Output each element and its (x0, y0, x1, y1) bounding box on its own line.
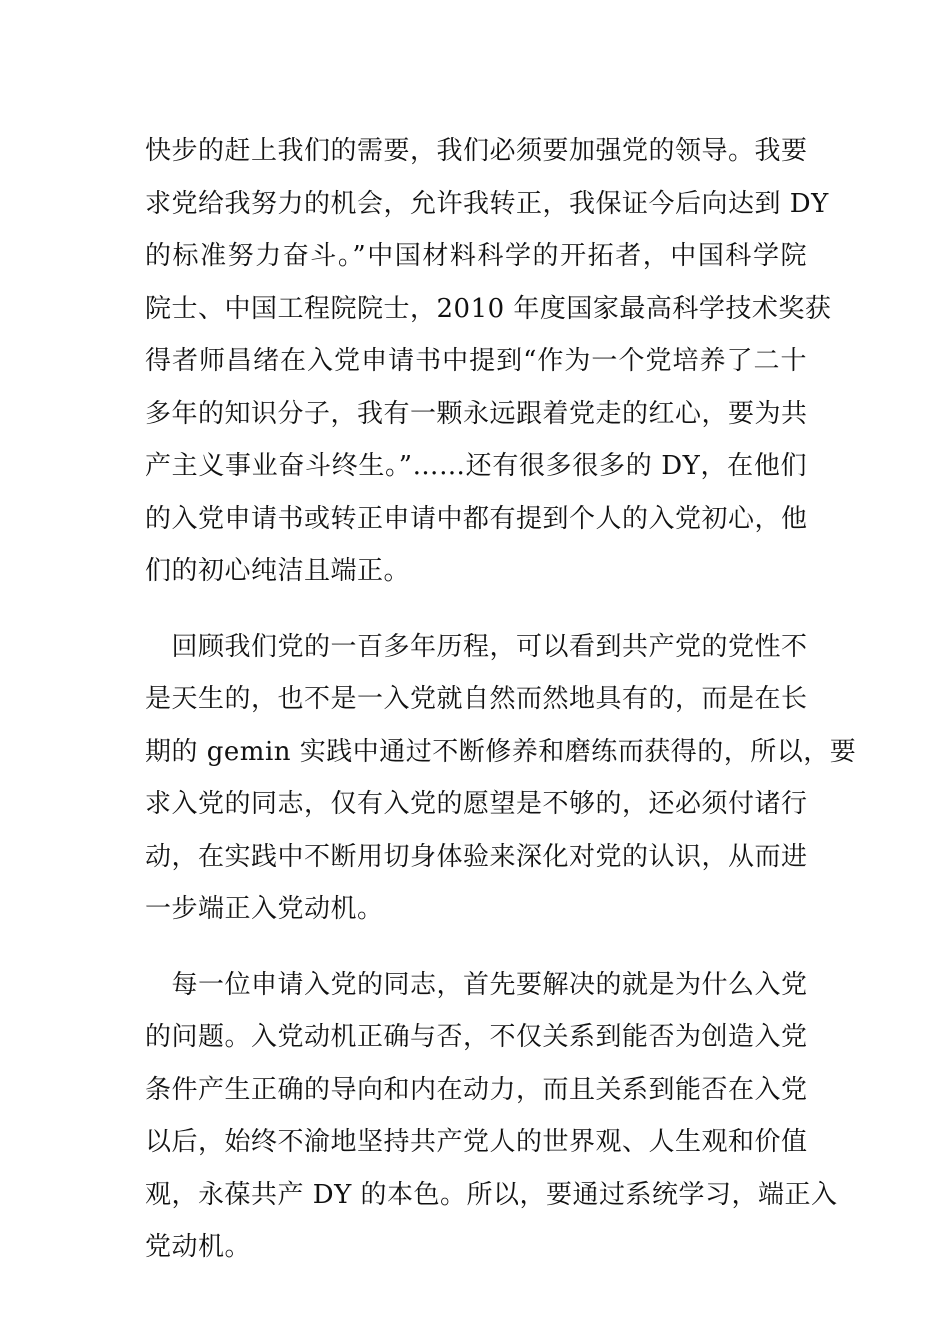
text-line: 观，永葆共产 DY 的本色。所以，要通过系统学习，端正入 (145, 1179, 838, 1210)
text-line: 多年的知识分子，我有一颗永远跟着党走的红心，要为共 (145, 398, 808, 429)
paragraph-1 (145, 125, 832, 598)
text-line: 一步端正入党动机。 (145, 894, 384, 924)
text-line: 是天生的，也不是一入党就自然而然地具有的，而是在长 (145, 684, 808, 714)
text-line: 求入党的同志，仅有入党的愿望是不够的，还必须付诸行 (145, 789, 808, 819)
text-line: 以后，始终不渝地坚持共产党人的世界观、人生观和价值 (145, 1127, 808, 1157)
text-line: 党动机。 (145, 1232, 252, 1262)
text-line: 动，在实践中不断用切身体验来深化对党的认识，从而进 (145, 841, 808, 872)
text-line: 期的 gemin 实践中通过不断修养和磨练而获得的，所以，要 (145, 736, 857, 767)
text-line: 回顾我们党的一百多年历程，可以看到共产党的党性不 (145, 631, 808, 662)
text-line: 产主义事业奋斗终生。”……还有很多很多的 DY，在他们 (145, 451, 807, 481)
text-line: 得者师昌绪在入党申请书中提到“作为一个党培养了二十 (145, 346, 807, 376)
text-line: 每一位申请入党的同志，首先要解决的就是为什么入党 (145, 969, 808, 1000)
text-line: 条件产生正确的导向和内在动力，而且关系到能否在入党 (145, 1074, 808, 1105)
text-line: 的入党申请书或转正申请中都有提到个人的入党初心，他 (145, 503, 808, 534)
paragraph-2 (145, 621, 857, 936)
text-line: 的问题。入党动机正确与否，不仅关系到能否为创造入党 (145, 1022, 808, 1052)
text-line: 的标准努力奋斗。”中国材料科学的开拓者，中国科学院 (145, 241, 807, 271)
text-line: 们的初心纯洁且端正。 (145, 556, 411, 586)
text-line: 院士、中国工程院院士，2010 年度国家最高科学技术奖获 (145, 293, 832, 324)
text-line: 快步的赶上我们的需要，我们必须要加强党的领导。我要 (145, 136, 808, 166)
text-line: 求党给我努力的机会，允许我转正，我保证今后向达到 DY (145, 188, 829, 219)
document-body (145, 125, 857, 1274)
paragraph-3 (145, 959, 838, 1274)
